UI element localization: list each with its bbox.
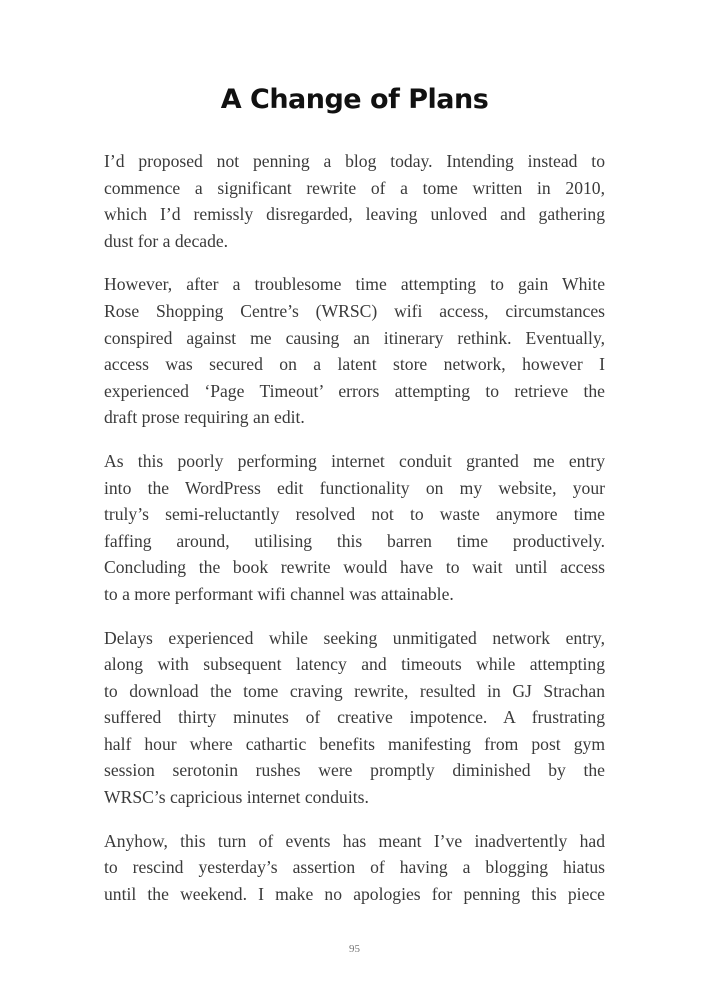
paragraph bbox=[104, 625, 605, 811]
text-line: Rose Shopping Centre’s (WRSC) wifi access, circumstances bbox=[104, 300, 605, 321]
paragraph bbox=[104, 448, 605, 608]
text-line: to a more performant wifi channel was attainable. bbox=[104, 583, 454, 604]
text-line: Anyhow, this turn of events has meant I’ve inadvertently had bbox=[104, 830, 605, 851]
text-line: draft prose requiring an edit. bbox=[104, 407, 305, 428]
text-line: Concluding the book rewrite would have to wait until access bbox=[104, 557, 605, 578]
text-line: to rescind yesterday’s assertion of having a blogging hiatus bbox=[104, 857, 605, 878]
paragraph bbox=[104, 148, 605, 254]
text-line: suffered thirty minutes of creative impotence. A frustrating bbox=[104, 707, 605, 728]
text-line: along with subsequent latency and timeouts while attempting bbox=[104, 654, 605, 675]
text-line: truly’s semi-reluctantly resolved not to waste anymore time bbox=[104, 504, 605, 525]
text-line: As this poorly performing internet conduit granted me entry bbox=[104, 450, 605, 471]
text-line: conspired against me causing an itinerary rethink. Eventually, bbox=[104, 327, 605, 348]
text-line: which I’d remissly disregarded, leaving unloved and gathering bbox=[104, 204, 605, 225]
text-line: WRSC’s capricious internet conduits. bbox=[104, 787, 369, 808]
text-line: session serotonin rushes were promptly diminished by the bbox=[104, 760, 605, 781]
text-line: faffing around, utilising this barren time productively. bbox=[104, 530, 605, 551]
paragraph bbox=[104, 828, 605, 908]
text-line: dust for a decade. bbox=[104, 230, 229, 251]
text-line: Delays experienced while seeking unmitigated network entry, bbox=[104, 627, 605, 648]
text-line: until the weekend. I make no apologies for penning this piece bbox=[104, 883, 605, 904]
text-line: However, after a troublesome time attempting to gain White bbox=[104, 274, 605, 295]
text-line: experienced ‘Page Timeout’ errors attempting to retrieve the bbox=[104, 380, 605, 401]
text-line: into the WordPress edit functionality on my website, your bbox=[104, 477, 605, 498]
text-line: I’d proposed not penning a blog today. Intending instead to bbox=[104, 151, 605, 171]
body-text bbox=[104, 148, 605, 924]
text-line: half hour where cathartic benefits manifesting from post gym bbox=[104, 733, 605, 754]
paragraph bbox=[104, 271, 605, 431]
page-title: A Change of Plans bbox=[220, 84, 489, 115]
text-line: to download the tome craving rewrite, resulted in GJ Strachan bbox=[104, 680, 605, 701]
text-line: access was secured on a latent store network, however I bbox=[104, 354, 605, 375]
page-number: 95 bbox=[349, 943, 360, 955]
text-line: commence a significant rewrite of a tome written in 2010, bbox=[104, 177, 605, 198]
